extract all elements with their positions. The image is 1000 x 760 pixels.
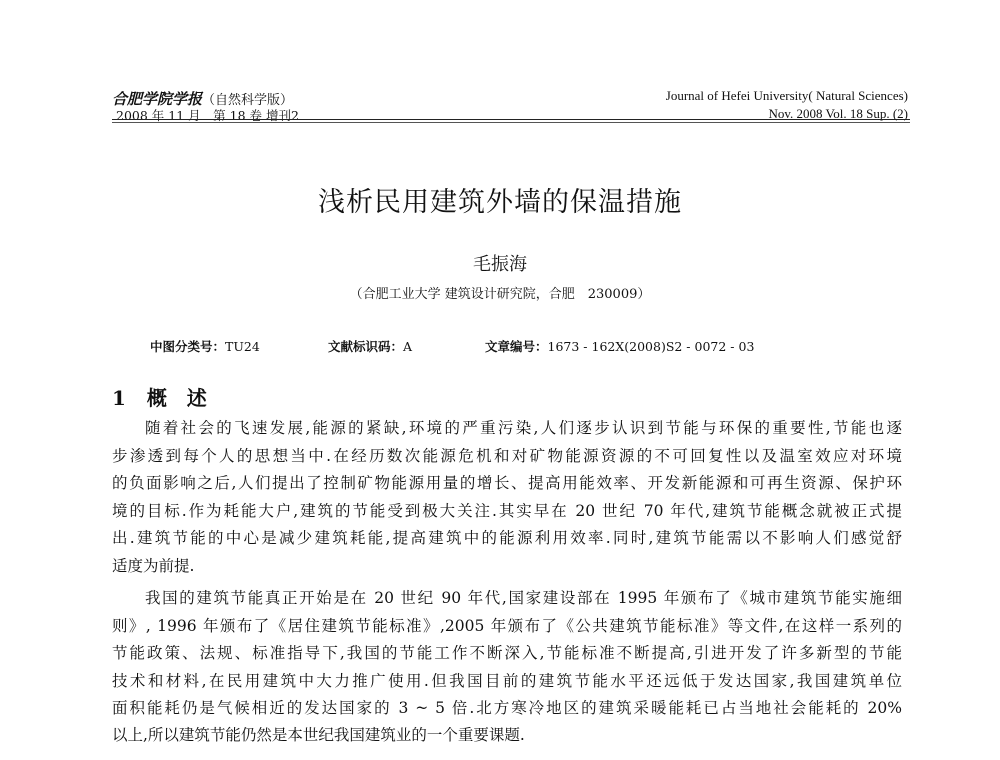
doc-code-value: A: [403, 339, 413, 354]
issue-en: Nov. 2008 Vol. 18 Sup. (2): [768, 106, 908, 121]
section-title: 概 述: [146, 386, 207, 410]
text-line: 面积能耗仍是气候相近的发达国家的 3 ~ 5 倍.北方寒冷地区的建筑采暖能耗已占当地社会能耗的 20%: [112, 699, 902, 717]
article-no-value: 1673 - 162X(2008)S2 - 0072 - 03: [547, 339, 755, 354]
document-code: [328, 337, 412, 355]
journal-name-en: Journal of Hefei University( Natural Sciences): [665, 88, 908, 103]
text-line: 步渗透到每个人的思想当中.在经历数次能源危机和对矿物能源资源的不可回复性以及温室效应对环境: [112, 447, 902, 465]
text-line: 境的目标.作为耗能大户,建筑的节能受到极大关注.其实早在 20 世纪 70 年代,建筑节能概念就被正式提: [112, 502, 902, 520]
text-line: 技术和材料,在民用建筑中大力推广使用.但我国目前的建筑节能水平还远低于发达国家,我国建筑单位: [112, 672, 902, 690]
clc-label: 中图分类号：: [150, 339, 226, 354]
affiliation: （合肥工业大学 建筑设计研究院，合肥 230009）: [349, 287, 651, 302]
text-line: 则》, 1996 年颁布了《居住建筑节能标准》,2005 年颁布了《公共建筑节能标准》等文件,在这样一系列的: [112, 617, 902, 635]
text-line: 我国的建筑节能真正开始是在 20 世纪 90 年代,国家建设部在 1995 年颁布了《城市建筑节能实施细: [145, 589, 902, 607]
text-line: 随着社会的飞速发展,能源的紧缺,环境的严重污染,人们逐步认识到节能与环保的重要性,节能也逐: [145, 419, 902, 437]
clc-value: TU24: [225, 339, 260, 354]
text-line: 以上,所以建筑节能仍然是本世纪我国建筑业的一个重要课题.: [112, 726, 525, 744]
section-number: 1: [112, 386, 126, 410]
paper-title: 浅析民用建筑外墙的保温措施: [318, 187, 682, 218]
text-line: 节能政策、法规、标准指导下,我国的节能工作不断深入,节能标准不断提高,引进开发了许多新型的节能: [112, 644, 902, 662]
text-line: 出.建筑节能的中心是减少建筑耗能,提高建筑中的能源利用效率.同时,建筑节能需以不影响人们感觉舒: [112, 529, 902, 547]
text-line: 适度为前提.: [112, 557, 195, 575]
doc-code-label: 文献标识码：: [328, 339, 404, 354]
issue-cn: 2008 年 11 月 第 18 卷 增刊2: [116, 108, 299, 123]
header-rule-thin: [112, 122, 910, 123]
article-no-label: 文章编号：: [485, 339, 548, 354]
author: 毛振海: [473, 254, 527, 275]
clc-number: [150, 337, 260, 355]
header-rule: [112, 119, 910, 120]
section-heading: [112, 382, 207, 411]
journal-edition: （自然科学版）: [202, 93, 294, 108]
article-number: [485, 337, 754, 355]
text-line: 的负面影响之后,人们提出了控制矿物能源用量的增长、提高用能效率、开发新能源和可再生资源、保护环: [112, 474, 902, 492]
journal-name-cn-text: 合肥学院学报: [112, 90, 203, 108]
